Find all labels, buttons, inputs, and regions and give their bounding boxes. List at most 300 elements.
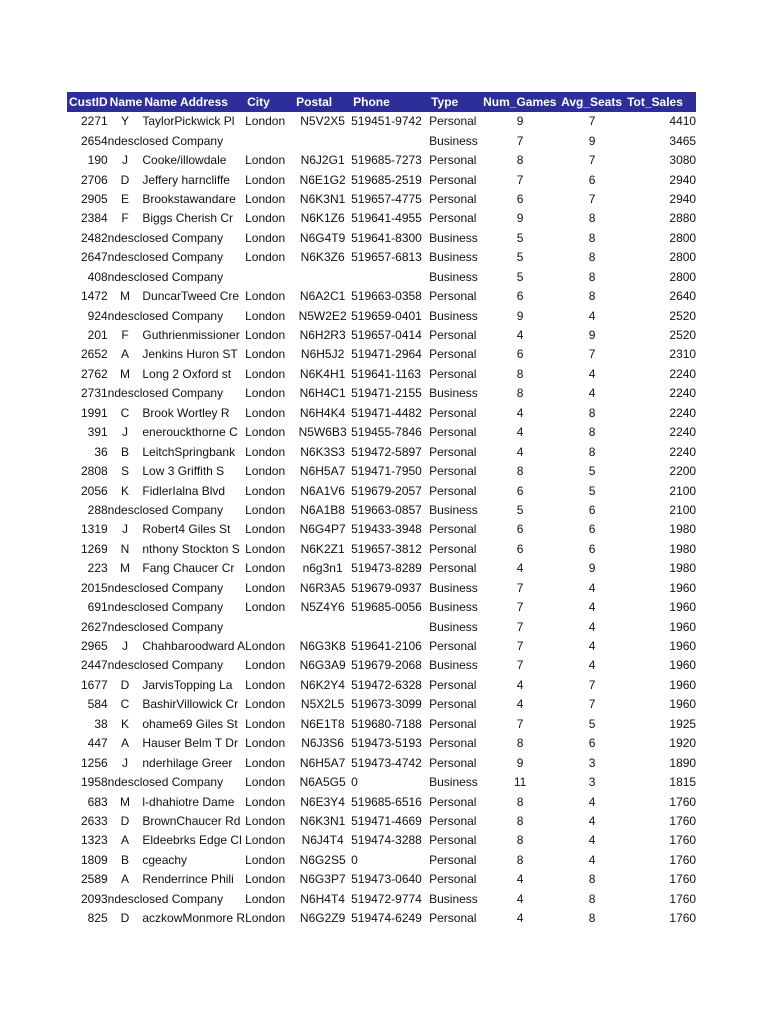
tot-sales-cell: 1760 [669,813,697,828]
num-games-cell: 8 [516,813,524,828]
name-address-text: Cooke/illowdale [142,153,227,168]
tot-sales-cell: 1815 [669,775,697,790]
custid-cell: 1472 [80,289,108,304]
avg-seats-cell: 3 [588,755,596,770]
avg-seats-cell: 8 [588,289,596,304]
phone-cell: 519433-3948 [351,522,422,537]
city-cell: London [245,813,286,828]
tot-sales-cell: 1960 [669,639,697,654]
postal-cell: N6H5A7 [299,755,346,770]
tot-sales-cell: 1960 [669,677,697,692]
column-header-city[interactable]: City [245,92,294,112]
table-row[interactable] [67,637,696,656]
custid-cell: 1319 [80,522,108,537]
custid-cell: 2905 [80,191,108,206]
custid-cell: 36 [94,444,108,459]
table-row[interactable] [67,851,696,870]
avg-seats-cell: 6 [588,736,596,751]
name-address-cell [142,423,245,442]
initial-cell: M [120,794,131,809]
table-row[interactable] [67,112,696,131]
name-address-cell [142,812,245,831]
name-address-text: Brook Wortley R [142,405,230,420]
postal-cell: N6K2Y4 [300,677,345,692]
phone-cell: 519641-1163 [351,366,421,381]
type-cell: Business [429,891,478,906]
city-cell: London [245,153,286,168]
phone-cell: 519657-3812 [351,541,422,556]
phone-cell: 519663-0857 [351,502,422,517]
custid-cell: 1958 [80,775,108,790]
initial-cell: A [121,833,130,848]
postal-cell: N6J4T4 [301,833,344,848]
column-header-name-2: Name [144,94,178,109]
city-cell: London [245,444,286,459]
num-games-cell: 5 [516,250,524,265]
tot-sales-cell: 2100 [669,483,697,498]
table-row[interactable] [67,559,696,578]
postal-cell: N6J3S6 [301,736,344,751]
phone-cell: 519471-4669 [351,813,422,828]
table-row[interactable] [67,753,696,772]
phone-cell: 519455-7846 [351,425,422,440]
postal-cell: N6H2R3 [299,328,346,343]
custid-cell: 2633 [80,813,108,828]
table-row[interactable] [67,481,696,500]
name-address-text: aczkowMonmore R [142,911,246,926]
table-row[interactable] [67,695,696,714]
table-row[interactable] [67,209,696,228]
avg-seats-cell: 4 [588,308,596,323]
type-cell: Personal [429,639,477,654]
name-address-cell [142,442,245,461]
column-header-num-games[interactable]: Num_Games [481,92,559,112]
phone-cell: 519471-4482 [351,405,422,420]
num-games-cell: 7 [516,658,524,673]
phone-cell: 519685-6516 [351,794,422,809]
table-row[interactable] [67,326,696,345]
city-cell [245,617,294,636]
table-row[interactable] [67,365,696,384]
avg-seats-cell: 7 [588,697,596,712]
phone-cell: 519472-9774 [351,891,422,906]
table-row[interactable] [67,812,696,831]
custid-cell: 1677 [80,677,108,692]
table-row[interactable] [67,734,696,753]
initial-cell: J [122,425,129,440]
initial-cell: M [120,366,131,381]
table-row[interactable] [67,384,696,403]
postal-cell: N6K1Z6 [300,211,345,226]
type-cell: Personal [429,405,477,420]
name-address-cell [142,151,245,170]
phone-cell: 519663-0358 [351,289,422,304]
num-games-cell: 8 [516,386,524,401]
postal-cell: N6R3A5 [299,580,346,595]
num-games-cell: 9 [516,308,524,323]
type-cell: Business [429,230,478,245]
column-header-custid[interactable]: CustID [67,92,108,112]
table-row[interactable] [67,229,696,248]
tot-sales-cell: 1890 [669,755,697,770]
initial-cell: B [121,852,130,867]
name-address-cell [142,715,245,734]
name-address-cell [142,209,245,228]
type-cell: Personal [429,483,477,498]
type-cell: Personal [429,872,477,887]
tot-sales-cell: 2880 [669,211,697,226]
avg-seats-cell: 4 [588,794,596,809]
city-cell: London [245,833,286,848]
initial-cell: F [121,211,129,226]
postal-cell: N6G4P7 [299,522,346,537]
postal-cell: N6A1B8 [300,502,345,517]
type-cell: Personal [429,561,477,576]
postal-cell: N6K3S3 [300,444,345,459]
tot-sales-cell: 2800 [669,230,697,245]
postal-cell: N5W6B3 [298,425,347,440]
num-games-cell: 7 [516,133,524,148]
avg-seats-cell: 4 [588,833,596,848]
phone-cell: 519474-6249 [351,911,422,926]
column-header-avg-seats[interactable]: Avg_Seats [559,92,625,112]
num-games-cell: 7 [516,580,524,595]
custid-cell: 2731 [80,386,108,401]
num-games-cell: 4 [516,697,524,712]
tot-sales-cell: 3465 [669,133,697,148]
city-cell: London [245,736,286,751]
num-games-cell: 4 [516,911,524,926]
table-row[interactable] [67,423,696,442]
table-row[interactable] [67,890,696,909]
city-cell: London [245,366,286,381]
avg-seats-cell: 5 [588,483,596,498]
table-row[interactable] [67,773,696,792]
custid-cell: 2056 [80,483,108,498]
city-cell: London [245,386,286,401]
city-cell: London [245,891,286,906]
phone-cell: 519659-0401 [351,308,422,323]
city-cell: London [245,716,286,731]
custid-cell: 2482 [80,230,108,245]
table-row[interactable] [67,131,696,150]
num-games-cell: 11 [513,775,527,790]
table-row[interactable] [67,579,696,598]
type-cell: Personal [429,736,477,751]
avg-seats-cell: 9 [588,561,596,576]
postal-cell: N6H5J2 [300,347,345,362]
table-row[interactable] [67,598,696,617]
custid-cell: 408 [87,269,108,284]
custid-cell: 2762 [80,366,108,381]
column-header-name-address[interactable] [142,92,245,112]
phone-cell: 519641-2106 [351,639,422,654]
city-cell: London [245,872,286,887]
avg-seats-cell: 8 [588,891,596,906]
initial-cell: S [121,464,130,479]
postal-cell: N6A1V6 [300,483,345,498]
table-row[interactable] [67,520,696,539]
postal-cell [294,131,351,150]
column-header-phone[interactable]: Phone [351,92,429,112]
phone-cell: 519473-4742 [351,755,422,770]
name-address-cell [142,909,245,928]
city-cell: London [245,211,286,226]
custid-cell: 2589 [80,872,108,887]
tot-sales-cell: 1980 [669,561,697,576]
initial-cell: ndesclosed Company [107,580,224,595]
name-address-text: nderhilage Greer [142,755,233,770]
table-row[interactable] [67,404,696,423]
name-address-cell [142,734,245,753]
table-row[interactable] [67,870,696,889]
table-row[interactable] [67,792,696,811]
tot-sales-cell: 1760 [669,794,697,809]
tot-sales-cell: 2240 [669,444,697,459]
postal-cell: N6G4T9 [299,230,346,245]
type-cell: Business [429,580,478,595]
custid-cell: 924 [87,308,108,323]
postal-cell: N6G3P7 [299,872,346,887]
initial-cell: J [122,755,129,770]
phone-cell: 0 [351,775,358,790]
table-row[interactable] [67,306,696,325]
name-address-text: Eldeebrks Edge Cl [142,833,242,848]
table-row[interactable] [67,909,696,928]
city-cell: London [245,114,286,129]
custid-cell: 38 [94,716,108,731]
tot-sales-cell: 2100 [669,502,697,517]
name-address-cell [142,112,245,131]
num-games-cell: 6 [516,541,524,556]
type-cell: Personal [429,794,477,809]
phone-cell [351,268,429,287]
tot-sales-cell: 1760 [669,872,697,887]
initial-cell: ndesclosed Company [107,600,224,615]
type-cell: Personal [429,328,477,343]
table-row[interactable] [67,268,696,287]
initial-cell: ndesclosed Company [107,619,224,634]
initial-cell: J [122,153,129,168]
table-row[interactable] [67,170,696,189]
tot-sales-cell: 2800 [669,250,697,265]
city-cell: London [245,502,286,517]
table-row[interactable] [67,831,696,850]
name-address-cell [142,753,245,772]
city-cell: London [245,852,286,867]
name-address-cell [142,520,245,539]
initial-cell: ndesclosed Company [107,502,224,517]
num-games-cell: 7 [516,716,524,731]
num-games-cell: 5 [516,269,524,284]
postal-cell: N6H4C1 [299,386,346,401]
type-cell: Personal [429,153,477,168]
initial-cell: ndesclosed Company [107,133,224,148]
custid-cell: 2706 [80,172,108,187]
table-row[interactable] [67,676,696,695]
name-address-text: Robert4 Giles St [142,522,231,537]
initial-cell: C [120,405,130,420]
name-address-cell [142,404,245,423]
phone-cell: 519471-7950 [351,464,422,479]
initial-cell: D [120,677,130,692]
type-cell: Personal [429,697,477,712]
type-cell: Personal [429,172,477,187]
avg-seats-cell: 6 [588,522,596,537]
name-address-text: Long 2 Oxford st [142,366,232,381]
custid-cell: 2015 [80,580,108,595]
name-address-text: Fang Chaucer Cr [142,561,235,576]
city-cell [245,268,294,287]
tot-sales-cell: 2640 [669,289,697,304]
name-address-text: FidlerIalna Blvd [142,483,226,498]
custid-cell: 2652 [80,347,108,362]
avg-seats-cell: 9 [588,133,596,148]
tot-sales-cell: 2800 [669,269,697,284]
column-header-tot-sales[interactable]: Tot_Sales [625,92,696,112]
custid-cell: 2654 [80,133,108,148]
postal-cell: N5X2L5 [300,697,345,712]
tot-sales-cell: 2240 [669,366,697,381]
type-cell: Business [429,502,478,517]
table-row[interactable] [67,617,696,636]
initial-cell: A [121,736,130,751]
type-cell: Personal [429,716,477,731]
table-row[interactable] [67,248,696,267]
avg-seats-cell: 8 [588,211,596,226]
avg-seats-cell: 7 [588,677,596,692]
num-games-cell: 6 [516,347,524,362]
column-header-type[interactable]: Type [429,92,481,112]
tot-sales-cell: 4410 [669,114,697,129]
avg-seats-cell: 8 [588,425,596,440]
tot-sales-cell: 2940 [669,172,697,187]
type-cell: Personal [429,755,477,770]
postal-cell: N6H4K4 [299,405,346,420]
tot-sales-cell: 1760 [669,833,697,848]
table-row[interactable] [67,345,696,364]
table-row[interactable] [67,501,696,520]
postal-cell: N6K2Z1 [300,541,345,556]
city-cell: London [245,308,286,323]
name-address-cell [142,287,245,306]
avg-seats-cell: 5 [588,464,596,479]
type-cell: Personal [429,366,477,381]
column-header-name[interactable]: Name [108,92,143,112]
postal-cell: N6K3N1 [299,191,346,206]
initial-cell: D [120,172,130,187]
type-cell: Personal [429,833,477,848]
city-cell: London [245,405,286,420]
initial-cell: J [122,522,129,537]
custid-cell: 2627 [80,619,108,634]
phone-cell: 519474-3288 [351,833,422,848]
city-cell [245,131,294,150]
phone-cell: 519685-0056 [351,600,422,615]
type-cell: Personal [429,444,477,459]
num-games-cell: 8 [516,736,524,751]
table-row[interactable] [67,540,696,559]
avg-seats-cell: 6 [588,502,596,517]
postal-cell: N6J2G1 [300,153,345,168]
tot-sales-cell: 2310 [669,347,697,362]
initial-cell: N [120,541,130,556]
phone-cell: 519472-5897 [351,444,422,459]
city-cell: London [245,755,286,770]
custid-cell: 2271 [80,114,108,129]
avg-seats-cell: 4 [588,366,596,381]
postal-cell: N6K4H1 [299,366,346,381]
num-games-cell: 6 [516,483,524,498]
initial-cell: A [121,347,130,362]
avg-seats-cell: 4 [588,658,596,673]
initial-cell: B [121,444,130,459]
type-cell: Personal [429,211,477,226]
city-cell: London [245,580,286,595]
table-row[interactable] [67,287,696,306]
avg-seats-cell: 6 [588,172,596,187]
city-cell: London [245,425,286,440]
type-cell: Business [429,386,478,401]
postal-cell: N5W2E2 [298,308,347,323]
table-row[interactable] [67,190,696,209]
tot-sales-cell: 1960 [669,697,697,712]
phone-cell: 519451-9742 [351,114,422,129]
tot-sales-cell: 2240 [669,386,697,401]
avg-seats-cell: 7 [588,114,596,129]
city-cell: London [245,483,286,498]
table-row[interactable] [67,442,696,461]
avg-seats-cell: 4 [588,580,596,595]
table-row[interactable] [67,462,696,481]
custid-cell: 201 [87,328,108,343]
phone-cell: 519679-2057 [351,483,422,498]
type-cell: Personal [429,677,477,692]
avg-seats-cell: 4 [588,813,596,828]
name-address-text: TaylorPickwick Pl [142,114,235,129]
tot-sales-cell: 1960 [669,600,697,615]
avg-seats-cell: 4 [588,852,596,867]
name-address-cell [142,481,245,500]
custid-cell: 2093 [80,891,108,906]
avg-seats-cell: 4 [588,619,596,634]
city-cell: London [245,677,286,692]
num-games-cell: 8 [516,852,524,867]
table-row[interactable] [67,151,696,170]
name-address-text: ohame69 Giles St [142,716,238,731]
custid-cell: 1269 [80,541,108,556]
table-row[interactable] [67,715,696,734]
type-cell: Personal [429,911,477,926]
name-address-cell [142,851,245,870]
name-address-text: DuncarTweed Cre [142,289,240,304]
phone-cell: 519473-5193 [351,736,422,751]
initial-cell: M [120,561,131,576]
name-address-text: nthony Stockton S [142,541,240,556]
num-games-cell: 8 [516,366,524,381]
avg-seats-cell: 8 [588,405,596,420]
type-cell: Personal [429,114,477,129]
column-header-postal[interactable]: Postal [294,92,351,112]
phone-cell: 519657-4775 [351,191,422,206]
city-cell: London [245,658,286,673]
table-row[interactable] [67,656,696,675]
type-cell: Personal [429,813,477,828]
name-address-text: Chahbaroodward A [142,639,246,654]
initial-cell: K [121,716,130,731]
customer-sales-table [67,92,696,928]
phone-cell: 519679-2068 [351,658,422,673]
